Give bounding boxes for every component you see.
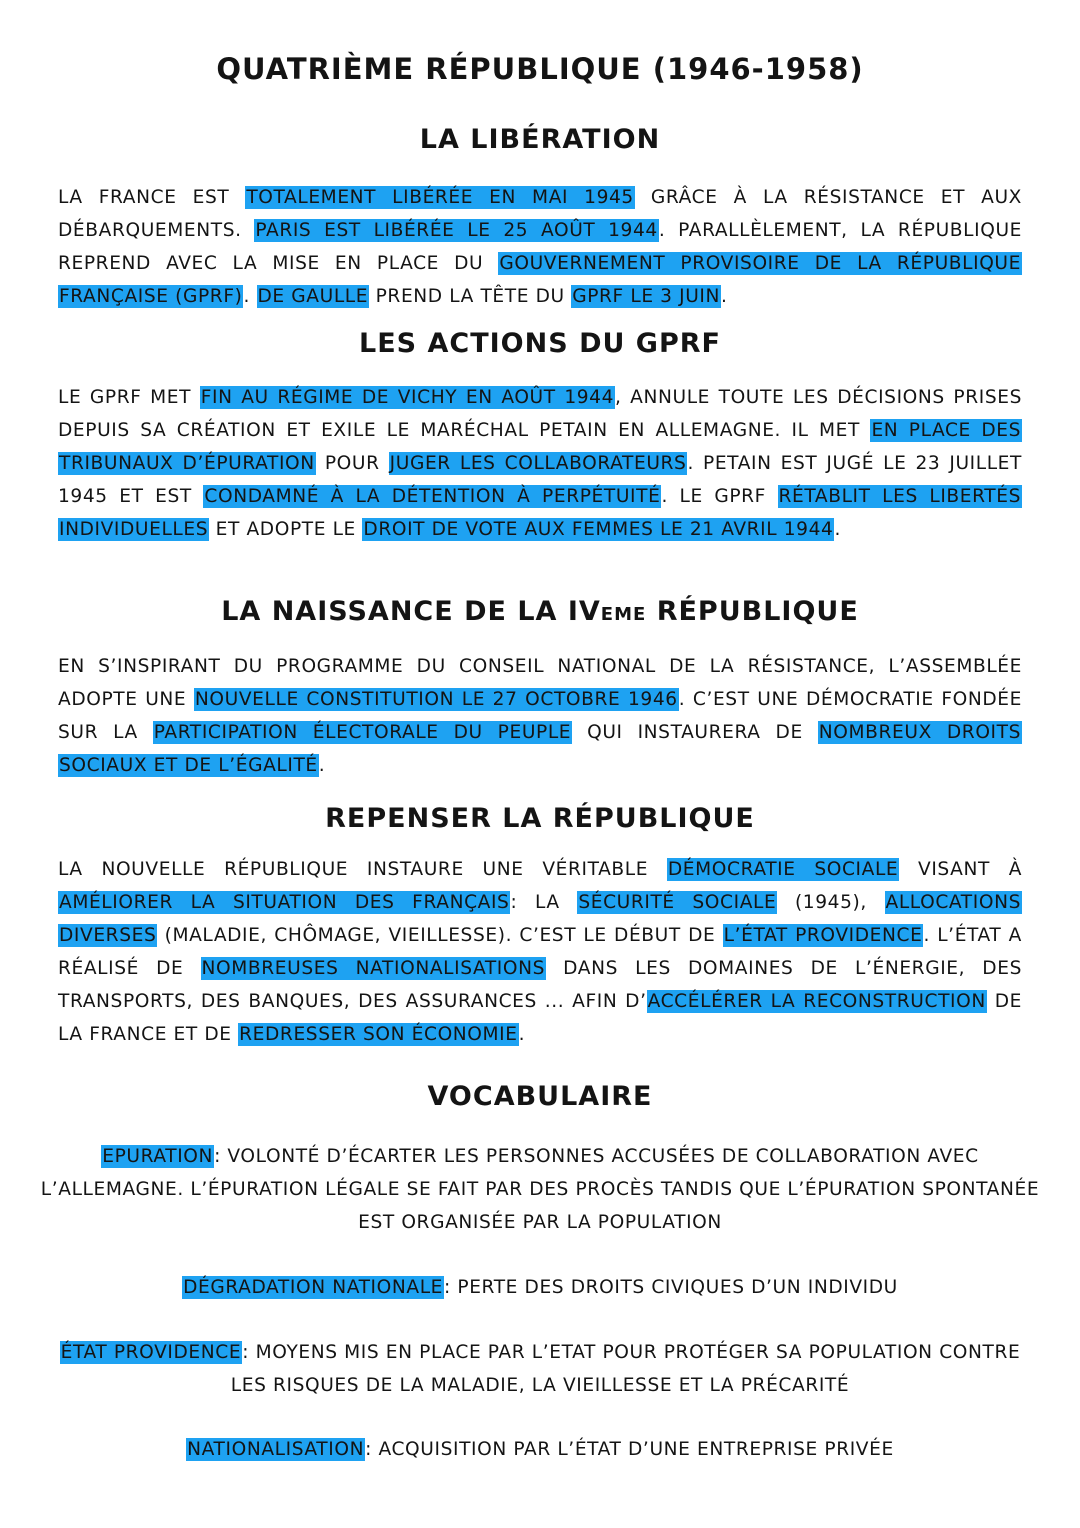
text-run: . <box>834 519 841 540</box>
vocabulary-definition: : VOLONTÉ D’ÉCARTER LES PERSONNES ACCUSÉES DE COLLABORATION AVEC L’ALLEMAGNE. L’ÉPURATION LÉGALE SE FAIT PAR DES PROCÈS TANDIS QUE L’ÉPURATION SPONTANÉE EST ORGANISÉE PAR LA POPULATION <box>40 1146 1040 1233</box>
text-run: ET ADOPTE LE <box>209 519 363 540</box>
highlight: DÉMOCRATIE SOCIALE <box>667 859 899 880</box>
text-run: , ANNULE TOUTE LES DÉCISIONS PRISES DEPUIS SA CRÉATION ET EXILE LE MARÉCHAL PETAIN EN ALLEMAGNE. IL MET <box>58 387 1022 441</box>
section-heading-gprf: LES ACTIONS DU GPRF <box>359 328 721 359</box>
text-run: . <box>243 286 257 307</box>
vocabulary-definition: : PERTE DES DROITS CIVIQUES D’UN INDIVIDU <box>444 1277 898 1298</box>
highlight: FIN AU RÉGIME DE VICHY EN AOÛT 1944 <box>200 387 615 408</box>
highlight: GOUVERNEMENT PROVISOIRE DE LA RÉPUBLIQUE FRANÇAISE (GPRF) <box>59 253 1021 307</box>
vocabulary-definition: : ACQUISITION PAR L’ÉTAT D’UNE ENTREPRISE PRIVÉE <box>365 1439 894 1460</box>
text-run: QUI INSTAURERA DE <box>572 722 818 743</box>
vocabulary-term: EPURATION <box>102 1146 214 1167</box>
paragraph-liberation <box>58 181 1022 313</box>
highlight: GPRF LE 3 JUIN <box>572 286 721 307</box>
text-run: EN S’INSPIRANT DU PROGRAMME DU CONSEIL NATIONAL DE LA RÉSISTANCE, L’ASSEMBLÉE ADOPTE UNE <box>58 656 1022 710</box>
text-run: . PARALLÈLEMENT, LA RÉPUBLIQUE REPREND AVEC LA MISE EN PLACE DU <box>58 220 1023 274</box>
highlight: NOUVELLE CONSTITUTION LE 27 OCTOBRE 1946 <box>194 689 678 710</box>
text-run: LA NOUVELLE RÉPUBLIQUE INSTAURE UNE VÉRITABLE <box>58 859 667 880</box>
highlight: ACCÉLÉRER LA RECONSTRUCTION <box>647 991 986 1012</box>
highlight: AMÉLIORER LA SITUATION DES FRANÇAIS <box>59 892 510 913</box>
text-run: . <box>518 1024 526 1045</box>
highlight: L’ÉTAT PROVIDENCE <box>723 925 923 946</box>
highlight: ALLOCATIONS DIVERSES <box>59 892 1021 946</box>
page-title: QUATRIÈME RÉPUBLIQUE (1946-1958) <box>216 52 864 86</box>
text-run: VISANT À <box>899 859 1023 880</box>
highlight: PARTICIPATION ÉLECTORALE DU PEUPLE <box>153 722 572 743</box>
text-run: LA FRANCE EST <box>58 187 246 208</box>
vocabulary-item <box>40 1140 1040 1239</box>
heading-text: LA NAISSANCE DE LA IV <box>221 596 601 627</box>
heading-text: RÉPUBLIQUE <box>646 596 859 627</box>
text-run: . <box>721 286 728 307</box>
highlight: REDRESSER SON ÉCONOMIE <box>239 1024 518 1045</box>
text-run: (MALADIE, CHÔMAGE, VIEILLESSE). C’EST LE DÉBUT DE <box>157 925 723 946</box>
text-run: . C’EST UNE DÉMOCRATIE FONDÉE SUR LA <box>58 689 1022 743</box>
paragraph-naissance <box>58 650 1022 782</box>
text-run: (1945), <box>777 892 885 913</box>
vocabulary-term: ÉTAT PROVIDENCE <box>60 1342 242 1363</box>
highlight: SÉCURITÉ SOCIALE <box>578 892 777 913</box>
text-run: LE GPRF MET <box>58 387 200 408</box>
highlight: DROIT DE VOTE AUX FEMMES LE 21 AVRIL 1944 <box>363 519 834 540</box>
text-run: DANS LES DOMAINES DE L’ÉNERGIE, DES TRANSPORTS, DES BANQUES, DES ASSURANCES ... AFIN D’ <box>58 958 1022 1012</box>
vocabulary-term: NATIONALISATION <box>187 1439 365 1460</box>
highlight: NOMBREUSES NATIONALISATIONS <box>201 958 546 979</box>
text-run: . L’ÉTAT A RÉALISÉ DE <box>58 925 1022 979</box>
vocabulary-item <box>40 1336 1040 1402</box>
highlight: TOTALEMENT LIBÉRÉE EN MAI 1945 <box>246 187 634 208</box>
vocabulary-term: DÉGRADATION NATIONALE <box>183 1277 444 1298</box>
highlight: RÉTABLIT LES LIBERTÉS INDIVIDUELLES <box>59 486 1022 540</box>
section-heading-repenser: REPENSER LA RÉPUBLIQUE <box>325 803 755 834</box>
text-run: . PETAIN EST JUGÉ LE 23 JUILLET 1945 ET EST <box>58 453 1022 507</box>
section-heading-vocabulaire: VOCABULAIRE <box>427 1081 653 1112</box>
text-run: DE LA FRANCE ET DE <box>58 991 1022 1045</box>
text-run: . <box>318 755 326 776</box>
highlight: JUGER LES COLLABORATEURS <box>389 453 687 474</box>
vocabulary-item <box>40 1271 1040 1304</box>
highlight: EN PLACE DES TRIBUNAUX D’ÉPURATION <box>59 420 1021 474</box>
paragraph-gprf <box>58 381 1022 546</box>
section-heading-liberation: LA LIBÉRATION <box>419 124 661 155</box>
text-run: PREND LA TÊTE DU <box>369 286 572 307</box>
text-run: POUR <box>315 453 389 474</box>
text-run: GRÂCE À LA RÉSISTANCE ET AUX DÉBARQUEMENTS. <box>58 187 1022 241</box>
text-run: : LA <box>510 892 578 913</box>
highlight: CONDAMNÉ À LA DÉTENTION À PERPÉTUITÉ <box>204 486 661 507</box>
vocabulary-definition: : MOYENS MIS EN PLACE PAR L’ETAT POUR PROTÉGER SA POPULATION CONTRE LES RISQUES DE LA MALADIE, LA VIEILLESSE ET LA PRÉCARITÉ <box>230 1342 1021 1396</box>
vocabulary-item <box>40 1433 1040 1466</box>
highlight: PARIS EST LIBÉRÉE LE 25 AOÛT 1944 <box>255 220 658 241</box>
highlight: DE GAULLE <box>257 286 369 307</box>
highlight: NOMBREUX DROITS SOCIAUX ET DE L’ÉGALITÉ <box>59 722 1021 776</box>
heading-superscript: EME <box>600 604 647 625</box>
text-run: . LE GPRF <box>661 486 778 507</box>
section-heading-naissance <box>0 596 1080 627</box>
paragraph-repenser <box>58 853 1022 1051</box>
